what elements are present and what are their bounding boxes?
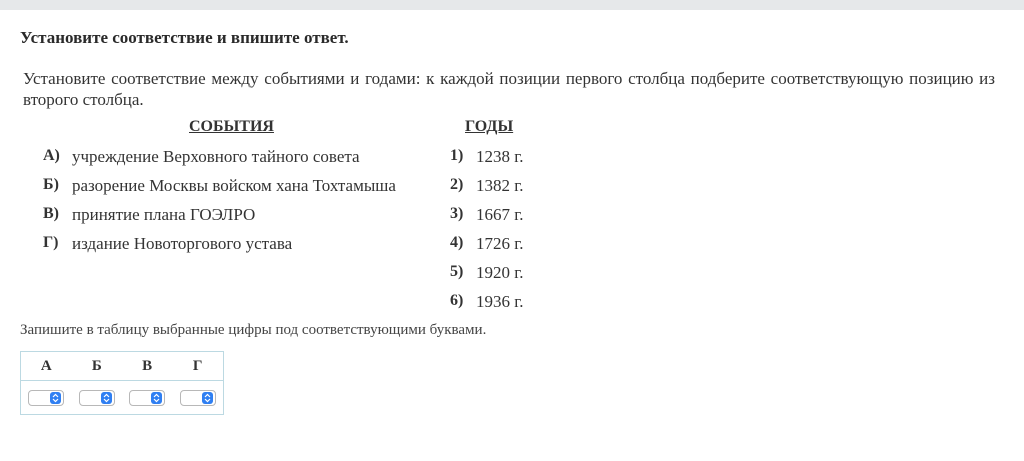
- answer-cell: [122, 381, 172, 415]
- answer-column-header: Г: [172, 352, 223, 381]
- event-letter: В): [43, 205, 59, 222]
- years-column-header: ГОДЫ: [465, 118, 514, 135]
- year-text: 1936 г.: [476, 292, 524, 311]
- dropdown-arrows-icon: [151, 392, 162, 404]
- year-text: 1382 г.: [476, 176, 524, 195]
- year-number: 5): [450, 263, 464, 280]
- answer-table: [20, 351, 224, 415]
- dropdown-arrows-icon: [101, 392, 112, 404]
- year-number: 1): [450, 147, 464, 164]
- answer-select-g[interactable]: [180, 390, 216, 406]
- event-text: принятие плана ГОЭЛРО: [72, 205, 256, 224]
- year-text: 1920 г.: [476, 263, 524, 282]
- answer-select-a[interactable]: [28, 390, 64, 406]
- year-text: 1726 г.: [476, 234, 524, 253]
- year-number: 3): [450, 205, 464, 222]
- answer-cell: [21, 381, 72, 415]
- events-column-header: СОБЫТИЯ: [189, 118, 274, 135]
- answer-column-header: А: [21, 352, 72, 381]
- year-number: 2): [450, 176, 464, 193]
- answer-cell: [172, 381, 223, 415]
- event-letter: А): [43, 147, 60, 164]
- task-heading: Установите соответствие и впишите ответ.: [20, 28, 349, 47]
- question-text: Установите соответствие между событиями и годами: к каждой позиции первого столбца подберите соответствующую позицию из второго столбца.: [23, 69, 995, 109]
- answer-select-b[interactable]: [79, 390, 115, 406]
- year-text: 1667 г.: [476, 205, 524, 224]
- answer-cell: [72, 381, 122, 415]
- answer-column-header: Б: [72, 352, 122, 381]
- answer-column-header: В: [122, 352, 172, 381]
- event-text: издание Новоторгового устава: [72, 234, 293, 253]
- answer-select-v[interactable]: [129, 390, 165, 406]
- event-letter: Б): [43, 176, 59, 193]
- top-bar: [0, 0, 1024, 10]
- answer-select-row: [21, 381, 224, 415]
- dropdown-arrows-icon: [202, 392, 213, 404]
- year-text: 1238 г.: [476, 147, 524, 166]
- answer-header-row: [21, 352, 224, 381]
- year-number: 4): [450, 234, 464, 251]
- answer-instruction: Запишите в таблицу выбранные цифры под соответствующими буквами.: [20, 322, 487, 338]
- year-number: 6): [450, 292, 464, 309]
- event-letter: Г): [43, 234, 59, 251]
- event-text: учреждение Верховного тайного совета: [72, 147, 360, 166]
- event-text: разорение Москвы войском хана Тохтамыша: [72, 176, 396, 195]
- dropdown-arrows-icon: [50, 392, 61, 404]
